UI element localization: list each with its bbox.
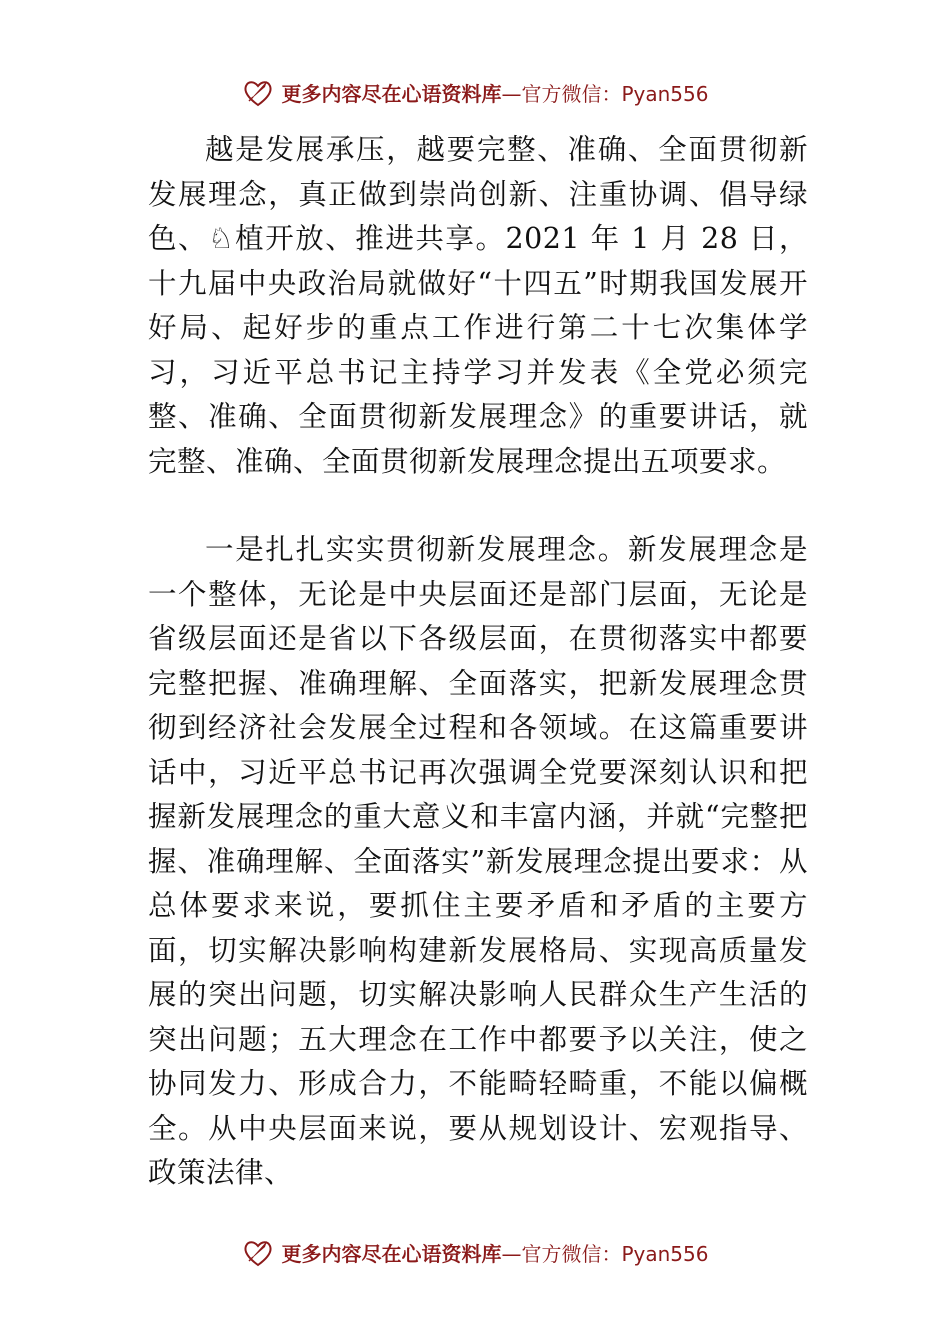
paragraph-1: 越是发展承压，越要完整、准确、全面贯彻新发展理念，真正做到崇尚创新、注重协调、倡导绿色、♘植开放、推进共享。2021 年 1 月 28 日，十九届中央政治局就做好“十四五”时期我国发展开好局、起好步的重点工作进行第二十七次集体学习，习近平总书记主持学习并发表《全党必须完整、准确、全面贯彻新发展理念》的重要讲话，就完整、准确、全面贯彻新发展理念提出五项要求。 bbox=[148, 133, 808, 478]
header-watermark bbox=[0, 72, 950, 112]
footer-brand-text: 更多内容尽在心语资料库 bbox=[281, 1241, 502, 1266]
quill-pen-heart-icon bbox=[241, 75, 275, 109]
paragraph-2: 一是扎扎实实贯彻新发展理念。新发展理念是一个整体，无论是中央层面还是部门层面，无论是省级层面还是省以下各级层面，在贯彻落实中都要完整把握、准确理解、全面落实，把新发展理念贯彻到经济社会发展全过程和各领域。在这篇重要讲话中，习近平总书记再次强调全党要深刻认识和把握新发展理念的重大意义和丰富内涵，并就“完整把握、准确理解、全面落实”新发展理念提出要求：从总体要求来说，要抓住主要矛盾和矛盾的主要方面，切实解决影响构建新发展格局、实现高质量发展的突出问题，切实解决影响人民群众生产生活的突出问题；五大理念在工作中都要予以关注，使之协同发力、形成合力，不能畸轻畸重，不能以偏概全。从中央层面来说，要从规划设计、宏观指导、政策法律、 bbox=[148, 533, 808, 1189]
quill-pen-heart-icon bbox=[241, 1235, 275, 1269]
paragraph-spacer bbox=[148, 484, 808, 528]
header-brand-text: 更多内容尽在心语资料库 bbox=[281, 81, 502, 106]
document-body bbox=[148, 128, 808, 1196]
footer-contact-text: —官方微信：Pyan556 bbox=[501, 1241, 709, 1266]
footer-watermark bbox=[0, 1232, 950, 1272]
header-contact-text: —官方微信：Pyan556 bbox=[501, 81, 709, 106]
